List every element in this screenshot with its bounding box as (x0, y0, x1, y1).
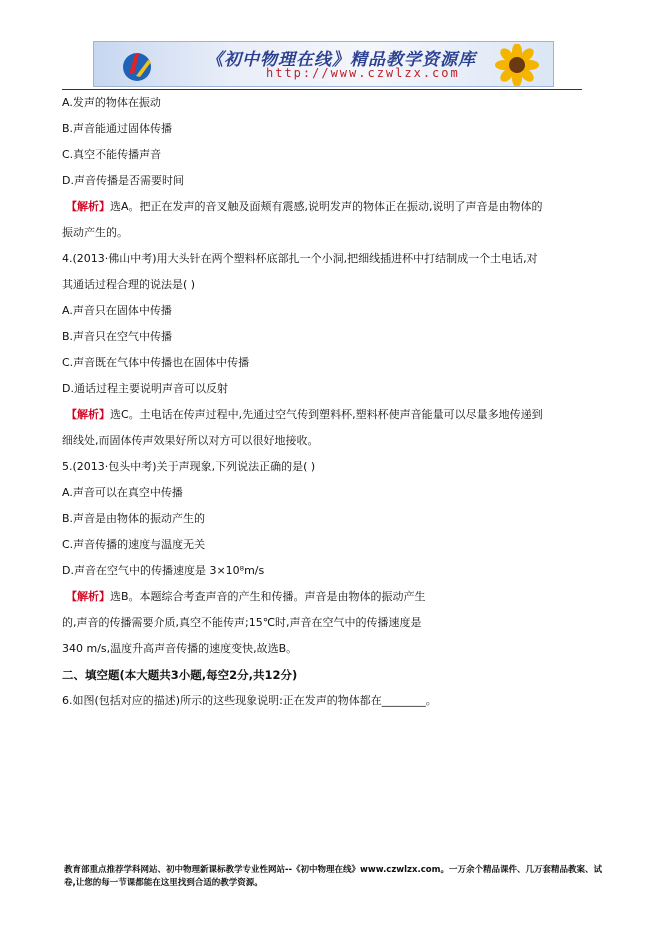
header-banner (93, 41, 554, 87)
sunflower-icon (487, 44, 547, 86)
footer-text: 教育部重点推荐学科网站、初中物理新课标教学专业性网站--《初中物理在线》www.czwlzx.com。一万余个精品课件、几万套精品教案、试卷,让您的每一节课都能在这里找到合适的教学资源。 (64, 865, 602, 888)
text-line: 340 m/s,温度升高声音传播的速度变快,故选B。 (62, 642, 298, 655)
text-line: C.声音传播的速度与温度无关 (62, 538, 206, 551)
analysis-text: 选C。土电话在传声过程中,先通过空气传到塑料杯,塑料杯使声音能量可以尽量多地传递到 (110, 408, 543, 421)
text-line: 5.(2013·包头中考)关于声现象,下列说法正确的是( ) (62, 460, 316, 473)
text-line: D.声音在空气中的传播速度是 3×10⁸m/s (62, 564, 265, 577)
section-heading: 二、填空题(本大题共3小题,每空2分,共12分) (62, 668, 298, 682)
text-line: A.发声的物体在振动 (62, 96, 161, 109)
text-line: 其通话过程合理的说法是( ) (62, 278, 196, 291)
text-line: D.声音传播是否需要时间 (62, 174, 184, 187)
text-line (66, 200, 543, 214)
banner-title: 《初中物理在线》精品教学资源库 (206, 50, 476, 70)
analysis-tag: 【解析】 (66, 590, 110, 603)
banner-url: http://www.czwlzx.com (266, 66, 460, 80)
text-line: A.声音可以在真空中传播 (62, 486, 183, 499)
text-line: 的,声音的传播需要介质,真空不能传声;15℃时,声音在空气中的传播速度是 (62, 616, 422, 629)
text-line: 振动产生的。 (62, 226, 128, 239)
text-line: A.声音只在固体中传播 (62, 304, 172, 317)
analysis-text: 选A。把正在发声的音叉触及面颊有震感,说明发声的物体正在振动,说明了声音是由物体的 (110, 200, 543, 213)
text-line (66, 590, 426, 604)
header-rule (62, 89, 582, 90)
text-line (66, 408, 543, 422)
text-line: B.声音是由物体的振动产生的 (62, 512, 206, 525)
logo-icon (118, 46, 156, 84)
text-line: B.声音能通过固体传播 (62, 122, 173, 135)
text-line: 6.如图(包括对应的描述)所示的这些现象说明:正在发声的物体都在________。 (62, 694, 437, 707)
text-line: D.通话过程主要说明声音可以反射 (62, 382, 228, 395)
text-line: 细线处,而固体传声效果好所以对方可以很好地接收。 (62, 434, 319, 447)
analysis-tag: 【解析】 (66, 200, 110, 213)
text-line: 4.(2013·佛山中考)用大头针在两个塑料杯底部扎一个小洞,把细线插进杯中打结制成一个土电话,对 (62, 252, 538, 265)
analysis-tag: 【解析】 (66, 408, 110, 421)
text-line: C.声音既在气体中传播也在固体中传播 (62, 356, 250, 369)
text-line: B.声音只在空气中传播 (62, 330, 173, 343)
analysis-text: 选B。本题综合考查声音的产生和传播。声音是由物体的振动产生 (110, 590, 426, 603)
text-line: C.真空不能传播声音 (62, 148, 162, 161)
